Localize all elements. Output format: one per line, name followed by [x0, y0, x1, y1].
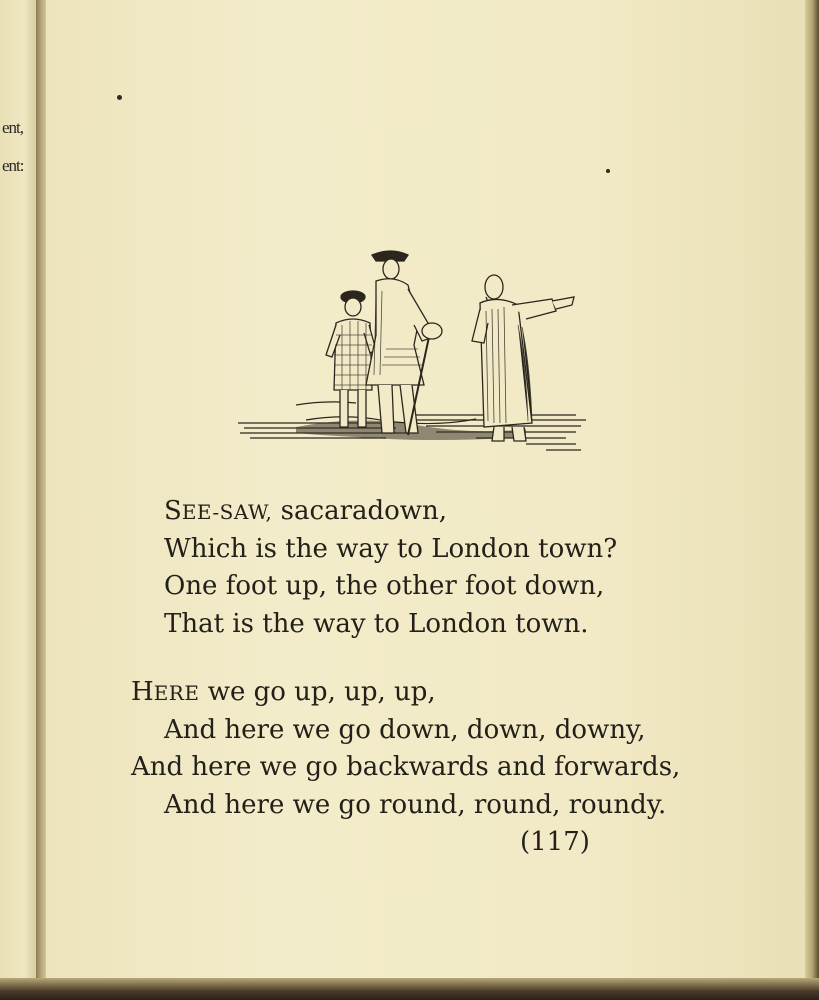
left-page-fragment: ent:: [2, 156, 24, 175]
ink-speck: [117, 95, 122, 100]
small-caps-word: EE-SAW,: [181, 500, 273, 524]
page-number: (117): [520, 827, 590, 857]
verse-2-line-3: And here we go backwards and forwards,: [131, 752, 681, 782]
ink-speck: [606, 169, 610, 173]
line-text: we go up, up, up,: [199, 677, 436, 707]
small-caps-word: ERE: [153, 681, 200, 705]
right-page-edge: [805, 0, 819, 990]
drop-cap: S: [164, 496, 182, 526]
line-text: sacaradown,: [272, 496, 448, 526]
verse-1-line-2: Which is the way to London town?: [164, 534, 618, 564]
verse-1-line-4: That is the way to London town.: [164, 609, 589, 639]
verse-1-line-1: [164, 493, 447, 532]
drop-cap: H: [131, 677, 154, 707]
left-page-fragment: ent,: [2, 118, 24, 137]
verse-2-line-1: [131, 674, 436, 713]
bottom-page-edge: [0, 978, 819, 1000]
verse-2-line-4: And here we go round, round, roundy.: [164, 790, 667, 820]
verse-2-line-2: And here we go down, down, downy,: [164, 715, 646, 745]
left-page-edge: [0, 0, 40, 990]
engraving-boy-and-two-men-icon: [236, 245, 592, 465]
page: [46, 0, 812, 982]
verse-1-line-3: One foot up, the other foot down,: [164, 571, 605, 601]
